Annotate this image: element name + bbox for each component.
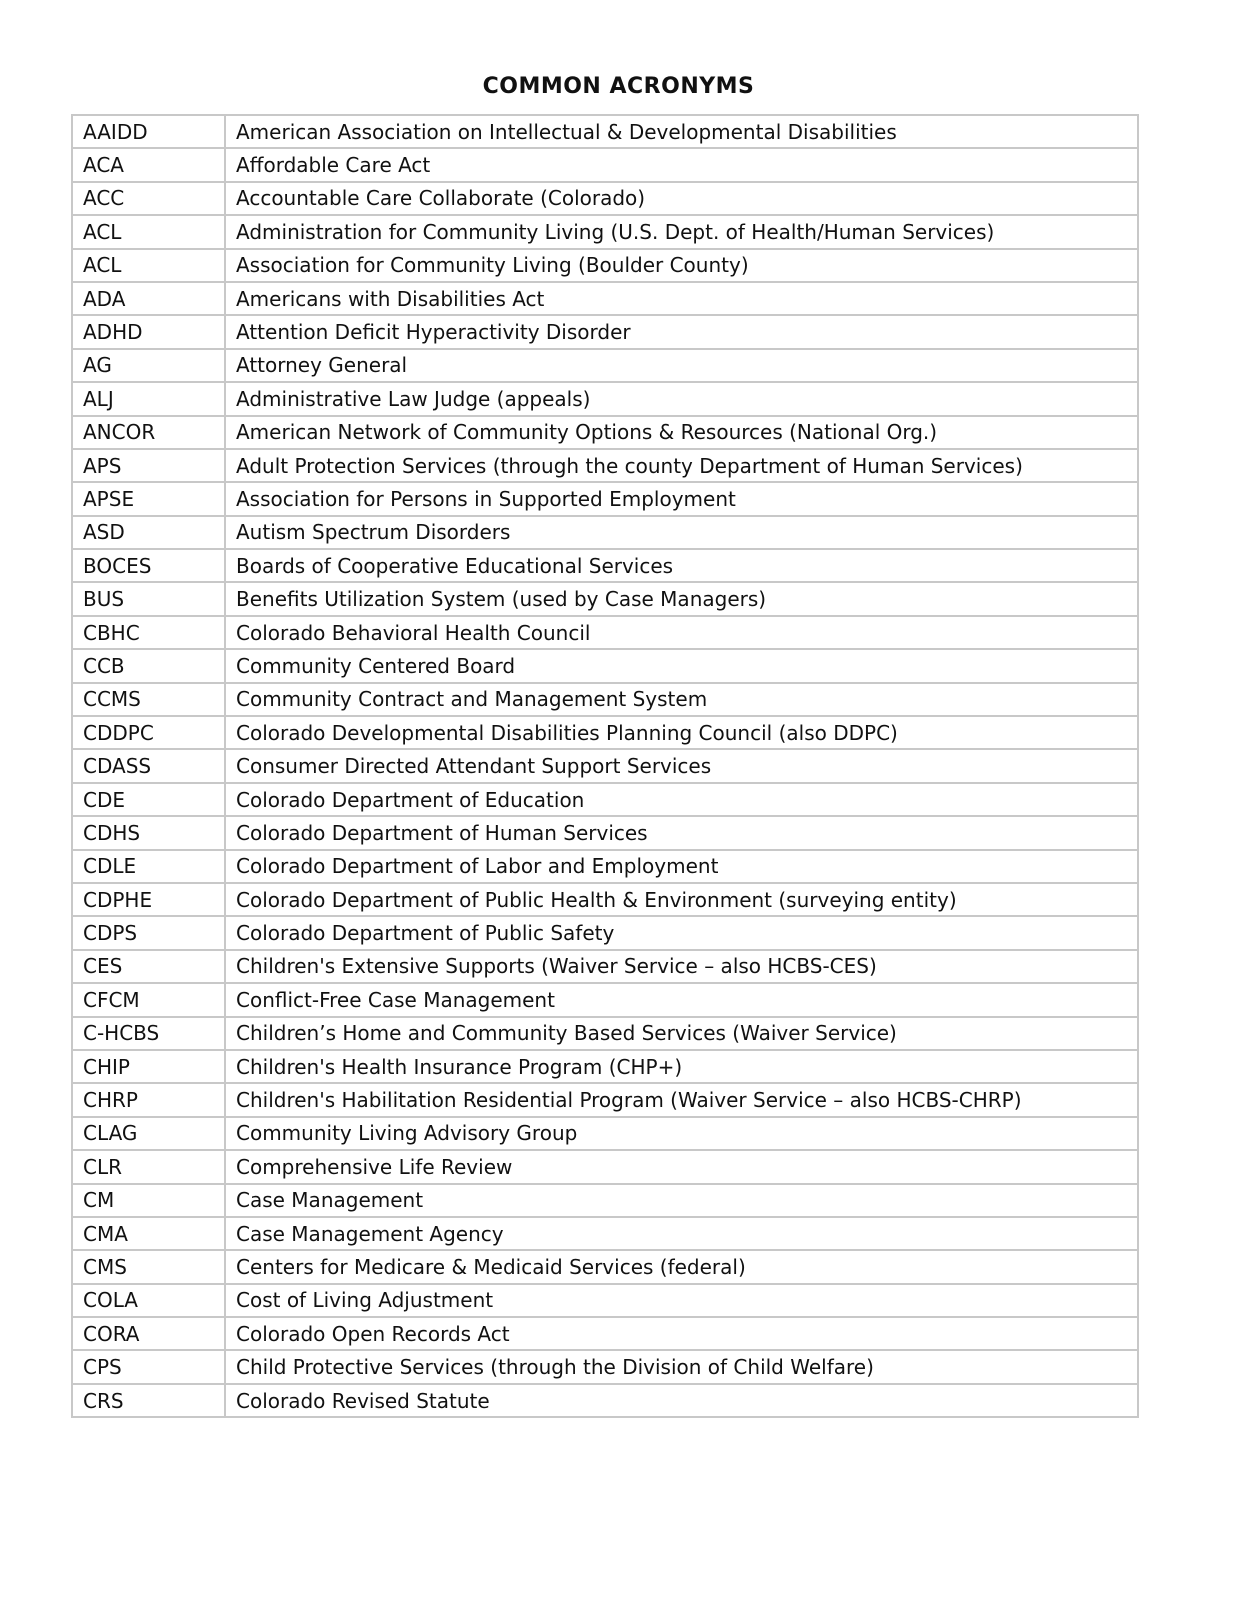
table-row bbox=[72, 883, 1138, 916]
definition-cell: Benefits Utilization System (used by Case Managers) bbox=[225, 582, 1138, 615]
definition-cell: Community Living Advisory Group bbox=[225, 1117, 1138, 1150]
definition-cell: Community Contract and Management System bbox=[225, 683, 1138, 716]
acronym-cell: ASD bbox=[72, 516, 225, 549]
table-row bbox=[72, 1250, 1138, 1283]
definition-cell: Association for Persons in Supported Employment bbox=[225, 482, 1138, 515]
acronym-cell: ALJ bbox=[72, 382, 225, 415]
page-title: COMMON ACRONYMS bbox=[482, 74, 755, 99]
definition-cell: Centers for Medicare & Medicaid Services (federal) bbox=[225, 1250, 1138, 1283]
acronym-cell: CRS bbox=[72, 1384, 225, 1417]
acronym-cell: ACL bbox=[72, 249, 225, 282]
definition-cell: Accountable Care Collaborate (Colorado) bbox=[225, 182, 1138, 215]
acronym-cell: ADHD bbox=[72, 315, 225, 348]
definition-cell: Affordable Care Act bbox=[225, 148, 1138, 181]
acronym-table-body bbox=[72, 115, 1138, 1417]
acronym-cell: AAIDD bbox=[72, 115, 225, 148]
table-row bbox=[72, 816, 1138, 849]
acronym-cell: CDPS bbox=[72, 916, 225, 949]
definition-cell: Administrative Law Judge (appeals) bbox=[225, 382, 1138, 415]
definition-cell: Autism Spectrum Disorders bbox=[225, 516, 1138, 549]
acronym-cell: CDPHE bbox=[72, 883, 225, 916]
definition-cell: Colorado Department of Public Health & Environment (surveying entity) bbox=[225, 883, 1138, 916]
table-row bbox=[72, 582, 1138, 615]
definition-cell: Colorado Department of Education bbox=[225, 783, 1138, 816]
table-row bbox=[72, 282, 1138, 315]
definition-cell: Association for Community Living (Boulder County) bbox=[225, 249, 1138, 282]
table-row bbox=[72, 1350, 1138, 1383]
definition-cell: Colorado Open Records Act bbox=[225, 1317, 1138, 1350]
acronym-cell: CMS bbox=[72, 1250, 225, 1283]
table-row bbox=[72, 1083, 1138, 1116]
definition-cell: Colorado Developmental Disabilities Planning Council (also DDPC) bbox=[225, 716, 1138, 749]
definition-cell: Comprehensive Life Review bbox=[225, 1150, 1138, 1183]
acronym-cell: CCMS bbox=[72, 683, 225, 716]
definition-cell: Administration for Community Living (U.S. Dept. of Health/Human Services) bbox=[225, 215, 1138, 248]
table-row bbox=[72, 382, 1138, 415]
definition-cell: Cost of Living Adjustment bbox=[225, 1284, 1138, 1317]
definition-cell: Boards of Cooperative Educational Services bbox=[225, 549, 1138, 582]
definition-cell: Case Management Agency bbox=[225, 1217, 1138, 1250]
definition-cell: Children's Health Insurance Program (CHP+) bbox=[225, 1050, 1138, 1083]
table-row bbox=[72, 1317, 1138, 1350]
acronym-cell: CLAG bbox=[72, 1117, 225, 1150]
acronym-cell: CDHS bbox=[72, 816, 225, 849]
definition-cell: Colorado Behavioral Health Council bbox=[225, 616, 1138, 649]
table-row bbox=[72, 482, 1138, 515]
acronym-cell: CES bbox=[72, 950, 225, 983]
definition-cell: American Network of Community Options & Resources (National Org.) bbox=[225, 416, 1138, 449]
table-row bbox=[72, 749, 1138, 782]
acronym-cell: CORA bbox=[72, 1317, 225, 1350]
table-row bbox=[72, 616, 1138, 649]
acronym-cell: CCB bbox=[72, 649, 225, 682]
definition-cell: Americans with Disabilities Act bbox=[225, 282, 1138, 315]
table-row bbox=[72, 649, 1138, 682]
definition-cell: Consumer Directed Attendant Support Services bbox=[225, 749, 1138, 782]
table-row bbox=[72, 1184, 1138, 1217]
acronym-cell: APS bbox=[72, 449, 225, 482]
table-row bbox=[72, 1384, 1138, 1417]
acronym-cell: CM bbox=[72, 1184, 225, 1217]
definition-cell: Conflict-Free Case Management bbox=[225, 983, 1138, 1016]
table-row bbox=[72, 1017, 1138, 1050]
table-row bbox=[72, 349, 1138, 382]
acronym-cell: CBHC bbox=[72, 616, 225, 649]
definition-cell: Colorado Department of Public Safety bbox=[225, 916, 1138, 949]
acronym-cell: BUS bbox=[72, 582, 225, 615]
definition-cell: Child Protective Services (through the Division of Child Welfare) bbox=[225, 1350, 1138, 1383]
acronym-cell: CDE bbox=[72, 783, 225, 816]
table-row bbox=[72, 148, 1138, 181]
table-row bbox=[72, 449, 1138, 482]
definition-cell: Colorado Department of Labor and Employment bbox=[225, 850, 1138, 883]
acronym-cell: ACL bbox=[72, 215, 225, 248]
table-row bbox=[72, 1050, 1138, 1083]
acronym-cell: ACA bbox=[72, 148, 225, 181]
table-row bbox=[72, 516, 1138, 549]
acronym-cell: CMA bbox=[72, 1217, 225, 1250]
definition-cell: Adult Protection Services (through the county Department of Human Services) bbox=[225, 449, 1138, 482]
definition-cell: Case Management bbox=[225, 1184, 1138, 1217]
acronym-cell: CDLE bbox=[72, 850, 225, 883]
acronym-cell: CHRP bbox=[72, 1083, 225, 1116]
acronym-cell: BOCES bbox=[72, 549, 225, 582]
table-row bbox=[72, 1150, 1138, 1183]
definition-cell: Children’s Home and Community Based Services (Waiver Service) bbox=[225, 1017, 1138, 1050]
acronym-cell: APSE bbox=[72, 482, 225, 515]
table-row bbox=[72, 683, 1138, 716]
definition-cell: American Association on Intellectual & Developmental Disabilities bbox=[225, 115, 1138, 148]
acronym-cell: ANCOR bbox=[72, 416, 225, 449]
definition-cell: Attention Deficit Hyperactivity Disorder bbox=[225, 315, 1138, 348]
table-row bbox=[72, 1217, 1138, 1250]
table-row bbox=[72, 950, 1138, 983]
acronym-cell: ACC bbox=[72, 182, 225, 215]
acronym-cell: C-HCBS bbox=[72, 1017, 225, 1050]
definition-cell: Attorney General bbox=[225, 349, 1138, 382]
table-row bbox=[72, 249, 1138, 282]
acronym-table bbox=[71, 114, 1139, 1418]
table-row bbox=[72, 416, 1138, 449]
definition-cell: Colorado Revised Statute bbox=[225, 1384, 1138, 1417]
definition-cell: Children's Extensive Supports (Waiver Service – also HCBS-CES) bbox=[225, 950, 1138, 983]
acronym-cell: CFCM bbox=[72, 983, 225, 1016]
acronym-cell: CDASS bbox=[72, 749, 225, 782]
acronym-cell: CDDPC bbox=[72, 716, 225, 749]
definition-cell: Children's Habilitation Residential Program (Waiver Service – also HCBS-CHRP) bbox=[225, 1083, 1138, 1116]
table-row bbox=[72, 916, 1138, 949]
table-row bbox=[72, 783, 1138, 816]
acronym-cell: CHIP bbox=[72, 1050, 225, 1083]
table-row bbox=[72, 850, 1138, 883]
table-row bbox=[72, 549, 1138, 582]
acronym-cell: CLR bbox=[72, 1150, 225, 1183]
definition-cell: Community Centered Board bbox=[225, 649, 1138, 682]
acronym-cell: AG bbox=[72, 349, 225, 382]
acronym-cell: ADA bbox=[72, 282, 225, 315]
table-row bbox=[72, 983, 1138, 1016]
table-row bbox=[72, 182, 1138, 215]
acronym-cell: COLA bbox=[72, 1284, 225, 1317]
table-row bbox=[72, 115, 1138, 148]
table-row bbox=[72, 1117, 1138, 1150]
table-row bbox=[72, 716, 1138, 749]
table-row bbox=[72, 1284, 1138, 1317]
table-row bbox=[72, 315, 1138, 348]
table-row bbox=[72, 215, 1138, 248]
acronym-cell: CPS bbox=[72, 1350, 225, 1383]
definition-cell: Colorado Department of Human Services bbox=[225, 816, 1138, 849]
